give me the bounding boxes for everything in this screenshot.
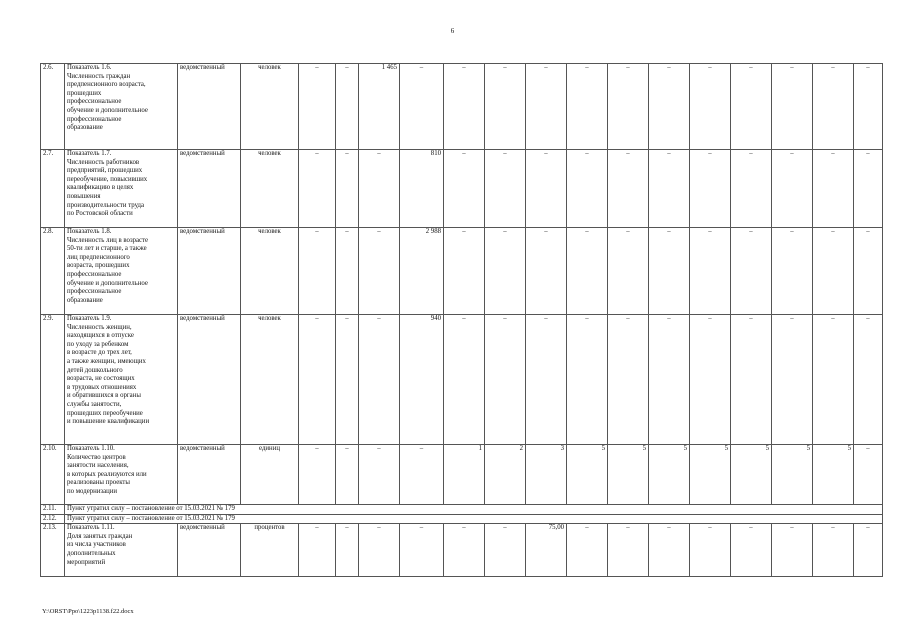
value-cell: –: [854, 64, 883, 150]
table-row: [41, 524, 883, 577]
value-cell: –: [608, 64, 649, 150]
indicator-type: ведомственный: [178, 524, 241, 577]
value-cell: –: [649, 524, 690, 577]
value-cell: –: [444, 315, 485, 445]
indicator-type: ведомственный: [178, 315, 241, 445]
void-text: Пункт утратил силу – постановление от 15.03.2021 № 179: [65, 505, 883, 515]
indicator-type: ведомственный: [178, 150, 241, 228]
value-cell: –: [485, 315, 526, 445]
value-cell: –: [731, 524, 772, 577]
row-number: 2.7.: [41, 150, 65, 228]
value-cell: –: [649, 228, 690, 315]
value-cell: –: [813, 64, 854, 150]
value-cell: 810: [400, 150, 444, 228]
value-cell: –: [608, 315, 649, 445]
value-cell: –: [336, 64, 359, 150]
value-cell: –: [359, 524, 400, 577]
value-cell: –: [299, 524, 336, 577]
value-cell: –: [854, 524, 883, 577]
value-cell: –: [444, 228, 485, 315]
value-cell: –: [772, 228, 813, 315]
value-cell: –: [359, 150, 400, 228]
indicator-name: Показатель 1.9. Численность женщин, находящихся в отпуске по уходу за ребенком в возрасте до трех лет, а также женщин, имеющих детей дошкольного возраста, не состоящих в трудовых отношениях и обратившихся в органы службы занятости, прошедших переобучение и повышение квалификации: [65, 315, 178, 445]
value-cell: –: [567, 315, 608, 445]
value-cell: –: [567, 64, 608, 150]
value-cell: –: [485, 64, 526, 150]
indicator-type: ведомственный: [178, 445, 241, 505]
value-cell: –: [400, 524, 444, 577]
value-cell: –: [299, 150, 336, 228]
unit-cell: человек: [241, 315, 299, 445]
value-cell: –: [690, 315, 731, 445]
value-cell: 5: [731, 445, 772, 505]
value-cell: –: [772, 64, 813, 150]
value-cell: –: [567, 228, 608, 315]
value-cell: –: [299, 64, 336, 150]
value-cell: –: [299, 445, 336, 505]
value-cell: –: [526, 315, 567, 445]
value-cell: –: [359, 228, 400, 315]
value-cell: –: [485, 524, 526, 577]
indicator-name: Показатель 1.7. Численность работников предприятий, прошедших переобучение, повысивших квалификацию в целях повышения производительности труда по Ростовской области: [65, 150, 178, 228]
value-cell: 1 465: [359, 64, 400, 150]
value-cell: –: [485, 150, 526, 228]
value-cell: –: [336, 315, 359, 445]
row-number: 2.11.: [41, 505, 65, 515]
table-row: [41, 228, 883, 315]
table-row: [41, 150, 883, 228]
value-cell: –: [772, 524, 813, 577]
value-cell: 1: [444, 445, 485, 505]
value-cell: –: [444, 150, 485, 228]
value-cell: –: [649, 315, 690, 445]
value-cell: –: [608, 524, 649, 577]
unit-cell: процентов: [241, 524, 299, 577]
row-number: 2.8.: [41, 228, 65, 315]
value-cell: –: [772, 315, 813, 445]
value-cell: –: [567, 524, 608, 577]
value-cell: –: [731, 228, 772, 315]
value-cell: –: [854, 150, 883, 228]
value-cell: –: [731, 315, 772, 445]
value-cell: –: [854, 315, 883, 445]
value-cell: –: [813, 228, 854, 315]
value-cell: –: [813, 524, 854, 577]
indicator-name: Показатель 1.8. Численность лиц в возрасте 50-ти лет и старше, а также лиц предпенсионного возраста, прошедших профессиональное обучение и дополнительное профессиональное образование: [65, 228, 178, 315]
value-cell: –: [336, 228, 359, 315]
value-cell: 5: [772, 445, 813, 505]
value-cell: –: [854, 445, 883, 505]
value-cell: –: [359, 315, 400, 445]
value-cell: –: [813, 315, 854, 445]
value-cell: –: [608, 150, 649, 228]
value-cell: –: [567, 150, 608, 228]
file-path-footer: Y:\ORST\Ppo\1223p1138.f22.docx: [42, 608, 134, 615]
table-row: [41, 315, 883, 445]
void-text: Пункт утратил силу – постановление от 15.03.2021 № 179: [65, 514, 883, 524]
row-number: 2.10.: [41, 445, 65, 505]
value-cell: –: [336, 445, 359, 505]
value-cell: –: [526, 228, 567, 315]
value-cell: –: [299, 228, 336, 315]
value-cell: 5: [608, 445, 649, 505]
unit-cell: единиц: [241, 445, 299, 505]
indicator-type: ведомственный: [178, 228, 241, 315]
value-cell: –: [359, 445, 400, 505]
unit-cell: человек: [241, 228, 299, 315]
value-cell: 3: [526, 445, 567, 505]
value-cell: –: [690, 150, 731, 228]
row-number: 2.6.: [41, 64, 65, 150]
value-cell: –: [608, 228, 649, 315]
indicators-table: [40, 63, 883, 577]
value-cell: 940: [400, 315, 444, 445]
value-cell: –: [336, 150, 359, 228]
row-number: 2.13.: [41, 524, 65, 577]
value-cell: 2: [485, 445, 526, 505]
value-cell: –: [649, 64, 690, 150]
value-cell: –: [690, 64, 731, 150]
value-cell: –: [649, 150, 690, 228]
value-cell: –: [731, 64, 772, 150]
value-cell: –: [526, 64, 567, 150]
value-cell: –: [299, 315, 336, 445]
row-number: 2.9.: [41, 315, 65, 445]
value-cell: –: [854, 228, 883, 315]
value-cell: 5: [567, 445, 608, 505]
value-cell: –: [400, 64, 444, 150]
page-number: 6: [450, 27, 455, 35]
value-cell: –: [485, 228, 526, 315]
value-cell: –: [690, 524, 731, 577]
void-row: [41, 514, 883, 524]
value-cell: 75,00: [526, 524, 567, 577]
value-cell: 2 988: [400, 228, 444, 315]
value-cell: –: [444, 64, 485, 150]
value-cell: –: [444, 524, 485, 577]
row-number: 2.12.: [41, 514, 65, 524]
value-cell: –: [813, 150, 854, 228]
table-row: [41, 64, 883, 150]
value-cell: –: [731, 150, 772, 228]
indicator-name: Показатель 1.6. Численность граждан предпенсионного возраста, прошедших профессиональное обучение и дополнительное профессиональное образование: [65, 64, 178, 150]
value-cell: –: [526, 150, 567, 228]
indicator-type: ведомственный: [178, 64, 241, 150]
value-cell: –: [400, 445, 444, 505]
unit-cell: человек: [241, 150, 299, 228]
indicator-name: Показатель 1.10. Количество центров занятости населения, в которых реализуются или реализованы проекты по модернизации: [65, 445, 178, 505]
unit-cell: человек: [241, 64, 299, 150]
void-row: [41, 505, 883, 515]
indicator-name: Показатель 1.11. Доля занятых граждан из числа участников дополнительных мероприятий: [65, 524, 178, 577]
value-cell: –: [336, 524, 359, 577]
value-cell: –: [772, 150, 813, 228]
table-row: [41, 445, 883, 505]
value-cell: –: [690, 228, 731, 315]
value-cell: 5: [649, 445, 690, 505]
value-cell: 5: [813, 445, 854, 505]
value-cell: 5: [690, 445, 731, 505]
